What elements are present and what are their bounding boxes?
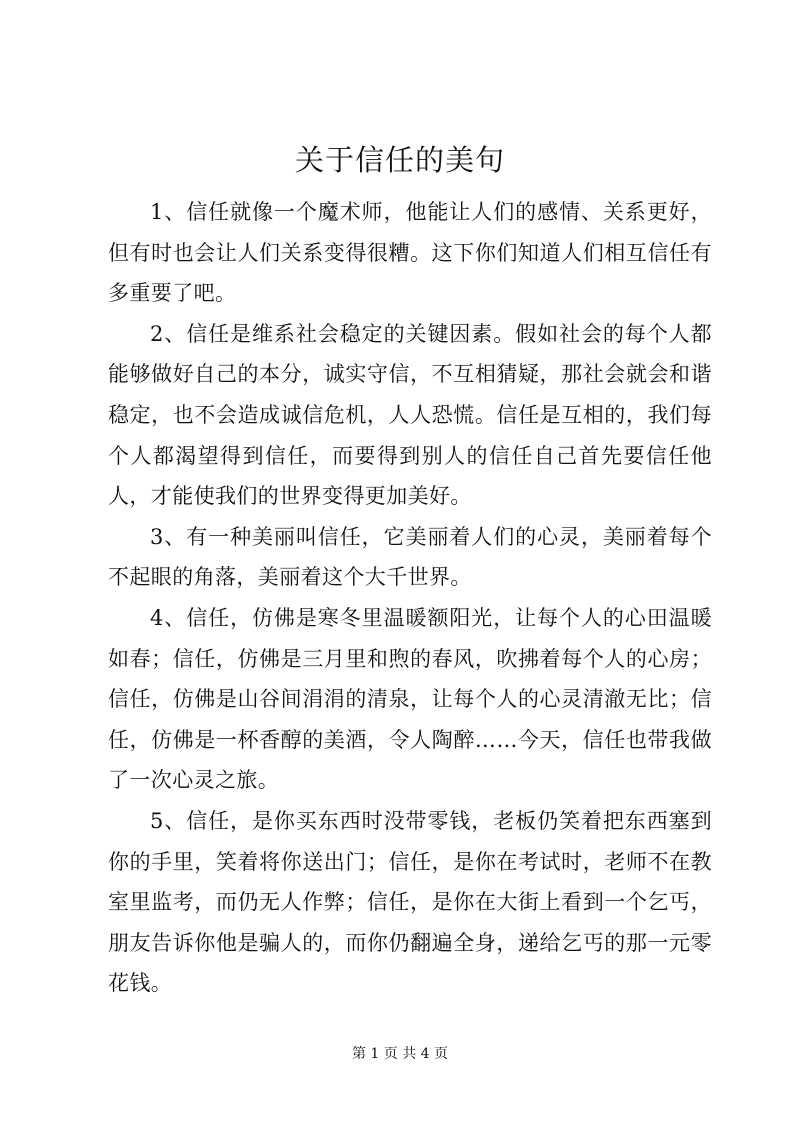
paragraph-2: 2、信任是维系社会稳定的关键因素。假如社会的每个人都能够做好自己的本分，诚实守信，不互相猜疑，那社会就会和谐稳定，也不会造成诚信危机，人人恐慌。信任是互相的，我们每个人都渴望得到信任，而要得到别人的信任自己首先要信任他人，才能使我们的世界变得更加美好。	[108, 321, 712, 509]
document-title: 关于信任的美句	[294, 143, 505, 177]
document-body	[108, 192, 712, 1004]
paragraph-1: 1、信任就像一个魔术师，他能让人们的感情、关系更好，但有时也会让人们关系变得很糟。这下你们知道人们相互信任有多重要了吧。	[108, 200, 712, 306]
paragraph-5: 5、信任，是你买东西时没带零钱，老板仍笑着把东西塞到你的手里，笑着将你送出门；信任，是你在考试时，老师不在教室里监考，而仍无人作弊；信任，是你在大街上看到一个乞丐，朋友告诉你他是骗人的，而你仍翻遍全身，递给乞丐的那一元零花钱。	[108, 808, 712, 996]
paragraph-3: 3、有一种美丽叫信任，它美丽着人们的心灵，美丽着每个不起眼的角落，美丽着这个大千世界。	[108, 524, 712, 590]
page-footer: 第 1 页 共 4 页	[351, 1046, 449, 1062]
paragraph-4: 4、信任，仿佛是寒冬里温暖额阳光，让每个人的心田温暖如春；信任，仿佛是三月里和煦的春风，吹拂着每个人的心房；信任，仿佛是山谷间涓涓的清泉，让每个人的心灵清澈无比；信任，仿佛是一杯香醇的美酒，令人陶醉……今天，信任也带我做了一次心灵之旅。	[108, 605, 712, 793]
